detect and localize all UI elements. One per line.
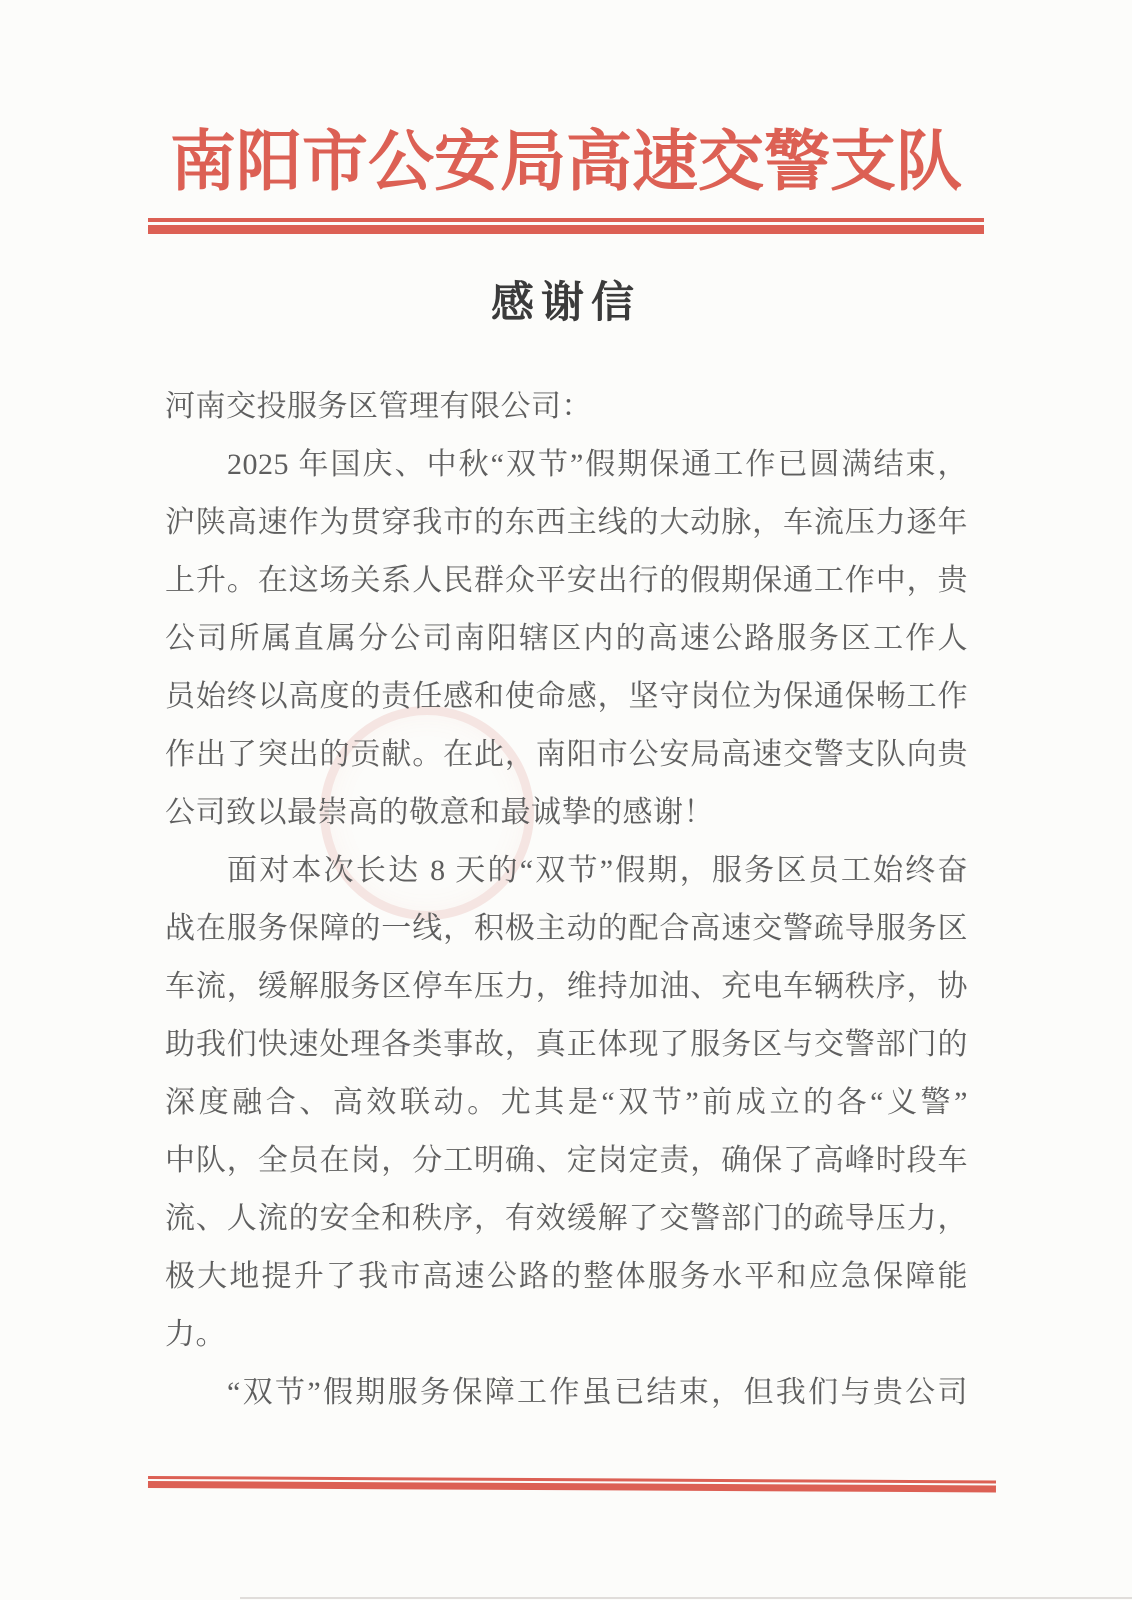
body-line: 力。: [165, 1318, 226, 1351]
salutation: 河南交投服务区管理有限公司：: [165, 390, 592, 423]
body-line: “双节”假期服务保障工作虽已结束，但我们与贵公司: [227, 1376, 968, 1409]
body-line: 作出了突出的贡献。在此，南阳市公安局高速交警支队向贵: [165, 738, 968, 771]
letter-body: [165, 378, 968, 1422]
body-line: 流、人流的安全和秩序，有效缓解了交警部门的疏导压力，: [165, 1202, 968, 1235]
letterhead-divider-thick-rule: [148, 225, 984, 234]
letterhead-org-title: 南阳市公安局高速交警支队: [170, 126, 962, 199]
body-line: 公司所属直属分公司南阳辖区内的高速公路服务区工作人: [165, 622, 968, 655]
body-line: 沪陕高速作为贯穿我市的东西主线的大动脉，车流压力逐年: [165, 506, 968, 539]
body-line: 面对本次长达 8 天的“双节”假期，服务区员工始终奋: [227, 854, 968, 887]
body-line: 助我们快速处理各类事故，真正体现了服务区与交警部门的: [165, 1028, 968, 1061]
body-paragraph-lines: [165, 436, 968, 1422]
body-line: 中队，全员在岗，分工明确、定岗定责，确保了高峰时段车: [165, 1144, 968, 1177]
body-line: 车流，缓解服务区停车压力，维持加油、充电车辆秩序，协: [165, 970, 968, 1003]
body-line: 极大地提升了我市高速公路的整体服务水平和应急保障能: [165, 1260, 968, 1293]
letter-title: 感谢信: [491, 279, 641, 327]
letterhead-divider: [148, 218, 984, 234]
body-line: 上升。在这场关系人民群众平安出行的假期保通工作中，贵: [165, 564, 968, 597]
body-line: 深度融合、高效联动。尤其是“双节”前成立的各“义警”: [165, 1086, 968, 1119]
body-line: 战在服务保障的一线，积极主动的配合高速交警疏导服务区: [165, 912, 968, 945]
footer-divider: [148, 1476, 996, 1492]
letterhead-divider-thin-rule: [148, 218, 984, 222]
body-line: 2025 年国庆、中秋“双节”假期保通工作已圆满结束，: [227, 448, 968, 481]
body-line: 员始终以高度的责任感和使命感，坚守岗位为保通保畅工作: [165, 680, 968, 713]
letterhead: [0, 0, 1132, 234]
body-line: 公司致以最崇高的敬意和最诚挚的感谢！: [165, 796, 714, 829]
scan-edge-artifact: [240, 1597, 1132, 1599]
